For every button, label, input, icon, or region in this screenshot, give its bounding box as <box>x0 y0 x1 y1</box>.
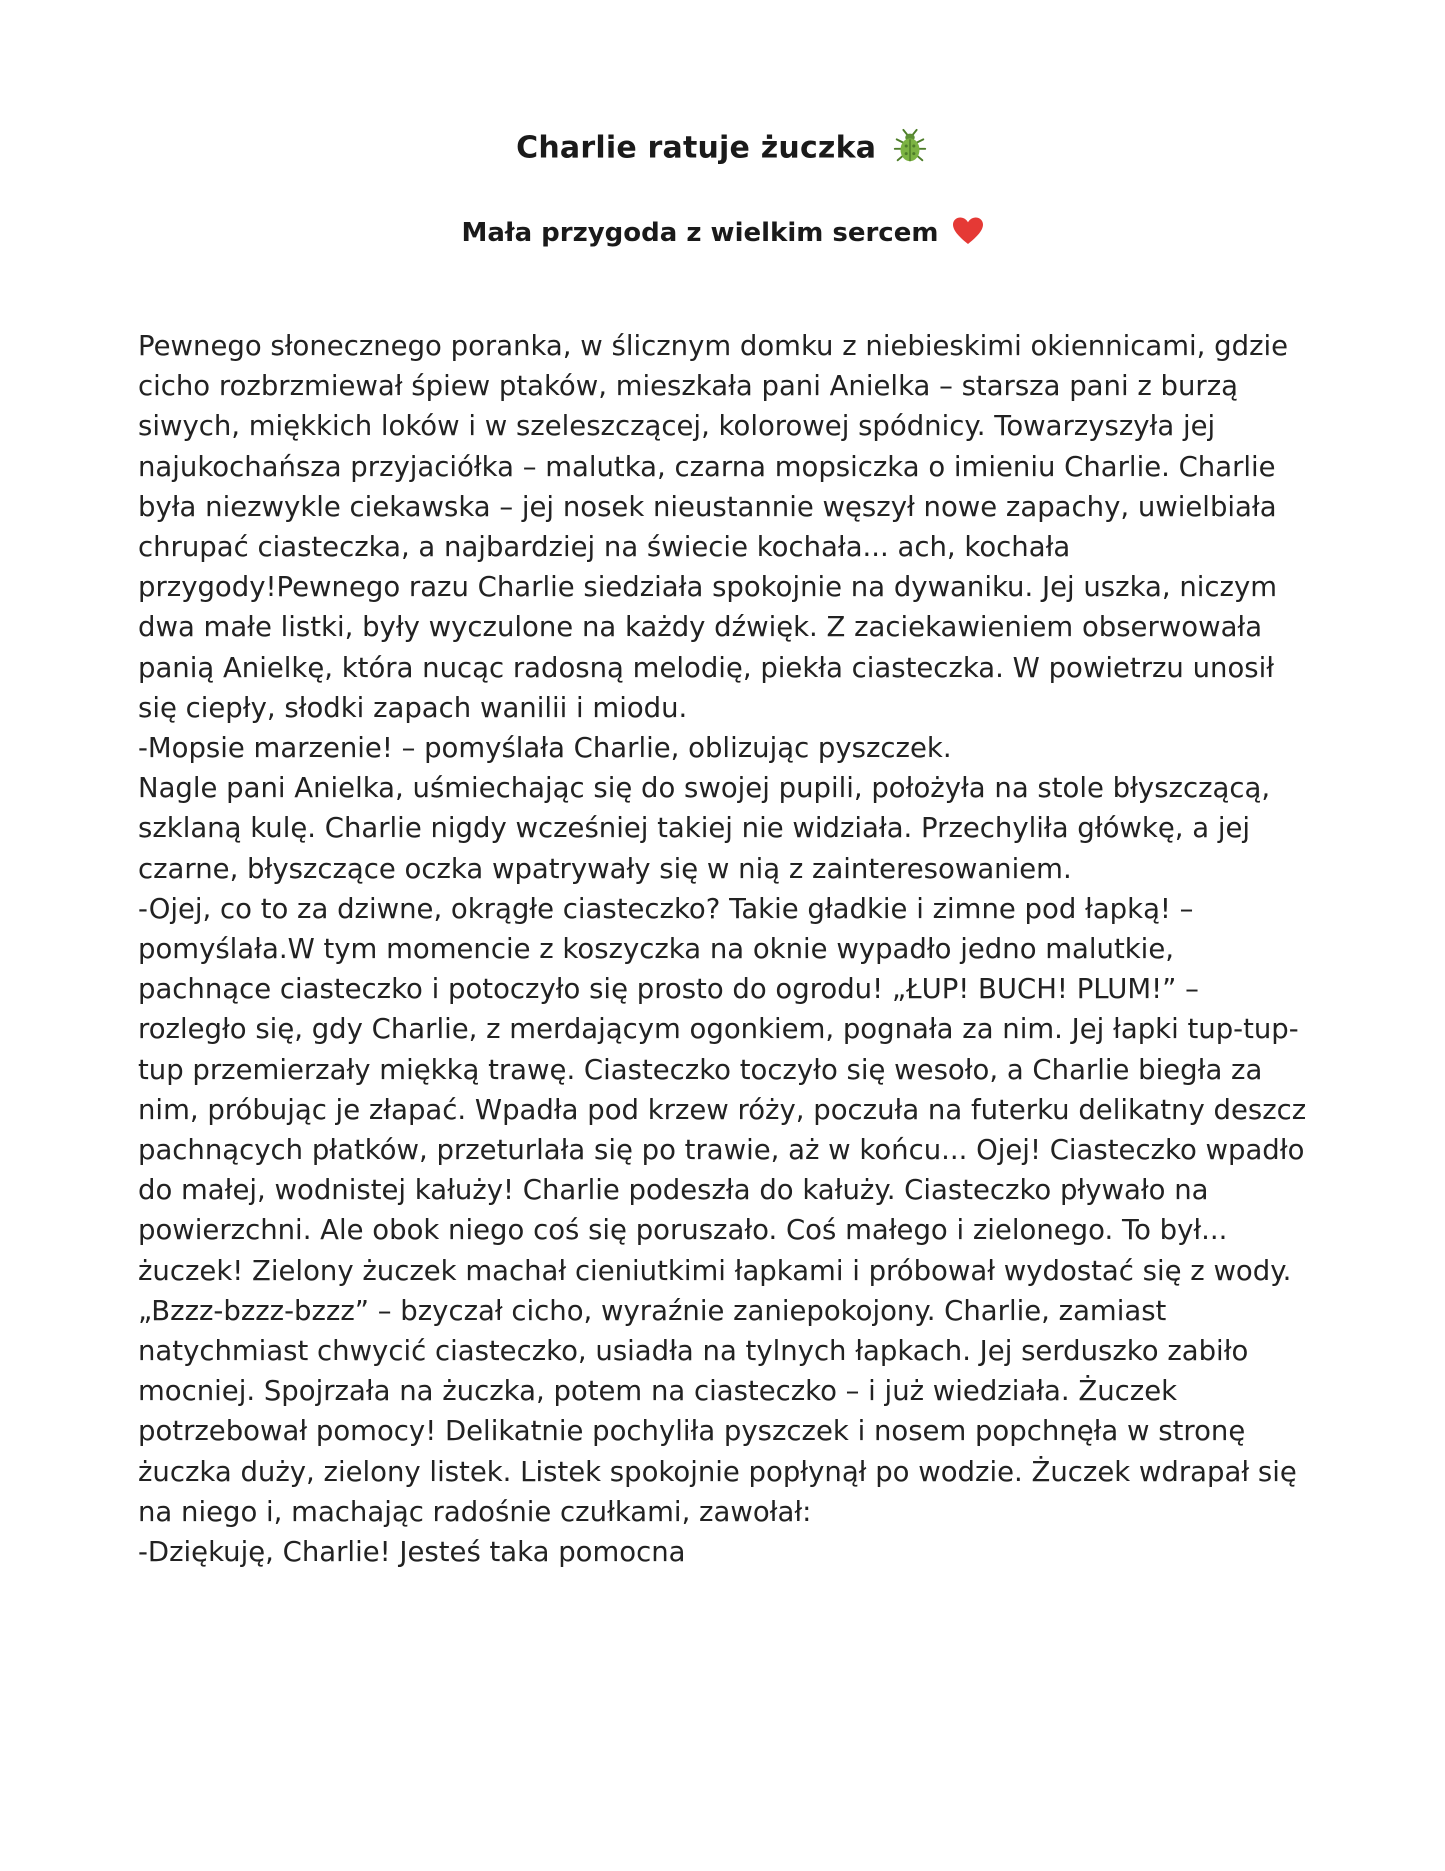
story-line: do małej, wodnistej kałuży! Charlie podeszła do kałuży. Ciasteczko pływało na <box>138 1174 1209 1207</box>
story-line: Nagle pani Anielka, uśmiechając się do swojej pupili, położyła na stole błyszczącą, <box>138 772 1271 805</box>
story-line: żuczka duży, zielony listek. Listek spokojnie popłynął po wodzie. Żuczek wdrapał się <box>138 1455 1297 1488</box>
story-line: pomyślała.W tym momencie z koszyczka na oknie wypadło jedno malutkie, <box>138 933 1174 966</box>
story-title: Charlie ratuje żuczka <box>516 130 877 166</box>
heart-icon <box>952 216 984 246</box>
story-line: czarne, błyszczące oczka wpatrywały się w nią z zainteresowaniem. <box>138 852 1072 885</box>
story-line: się ciepły, słodki zapach wanilii i miodu. <box>138 691 688 724</box>
story-line: natychmiast chwycić ciasteczko, usiadła na tylnych łapkach. Jej serduszko zabiło <box>138 1335 1249 1368</box>
story-line: potrzebował pomocy! Delikatnie pochyliła pyszczek i nosem popchnęła w stronę <box>138 1415 1246 1448</box>
story-line: -Ojej, co to za dziwne, okrągłe ciasteczko? Takie gładkie i zimne pod łapką! – <box>138 892 1194 925</box>
story-line: tup przemierzały miękką trawę. Ciasteczko toczyło się wesoło, a Charlie biegła za <box>138 1053 1263 1086</box>
story-line: rozległo się, gdy Charlie, z merdającym ogonkiem, pognała za nim. Jej łapki tup-tup- <box>138 1013 1299 1046</box>
story-body <box>138 326 1318 1572</box>
story-line: chrupać ciasteczka, a najbardziej na świecie kochała... ach, kochała <box>138 531 1071 564</box>
story-line: powierzchni. Ale obok niego coś się poruszało. Coś małego i zielonego. To był... <box>138 1214 1228 1247</box>
story-line: -Mopsie marzenie! – pomyślała Charlie, oblizując pyszczek. <box>138 732 952 765</box>
story-line: żuczek! Zielony żuczek machał cieniutkimi łapkami i próbował wydostać się z wody. <box>138 1254 1292 1287</box>
story-line: Pewnego słonecznego poranka, w ślicznym domku z niebieskimi okiennicami, gdzie <box>138 330 1289 362</box>
story-line: panią Anielkę, która nucąc radosną melodię, piekła ciasteczka. W powietrzu unosił <box>138 651 1275 684</box>
story-line: cicho rozbrzmiewał śpiew ptaków, mieszkała pani Anielka – starsza pani z burzą <box>138 370 1238 403</box>
story-line: mocniej. Spojrzała na żuczka, potem na ciasteczko – i już wiedziała. Żuczek <box>138 1375 1178 1408</box>
story-line: szklaną kulę. Charlie nigdy wcześniej takiej nie widziała. Przechyliła główkę, a jej <box>138 812 1251 845</box>
beetle-icon <box>891 127 929 165</box>
story-title-heading <box>0 130 1445 168</box>
story-line: nim, próbując je złapać. Wpadła pod krzew róży, poczuła na futerku delikatny deszcz <box>138 1093 1307 1126</box>
story-line: pachnące ciasteczko i potoczyło się prosto do ogrodu! „ŁUP! BUCH! PLUM!” – <box>138 973 1199 1006</box>
story-line: była niezwykle ciekawska – jej nosek nieustannie węszył nowe zapachy, uwielbiała <box>138 490 1277 523</box>
story-subtitle-heading <box>0 218 1445 249</box>
story-line: -Dziękuję, Charlie! Jesteś taka pomocna <box>138 1536 686 1569</box>
story-line: siwych, miękkich loków i w szeleszczącej, kolorowej spódnicy. Towarzyszyła jej <box>138 410 1216 443</box>
story-line: na niego i, machając radośnie czułkami, zawołał: <box>138 1495 812 1528</box>
story-line: najukochańsza przyjaciółka – malutka, czarna mopsiczka o imieniu Charlie. Charlie <box>138 450 1276 483</box>
story-subtitle: Mała przygoda z wielkim sercem <box>461 218 939 248</box>
story-line: dwa małe listki, były wyczulone na każdy dźwięk. Z zaciekawieniem obserwowała <box>138 611 1263 644</box>
story-line: „Bzzz-bzzz-bzzz” – bzyczał cicho, wyraźnie zaniepokojony. Charlie, zamiast <box>138 1294 1167 1327</box>
story-line: przygody!Pewnego razu Charlie siedziała spokojnie na dywaniku. Jej uszka, niczym <box>138 571 1278 604</box>
story-line: pachnących płatków, przeturlała się po trawie, aż w końcu... Ojej! Ciasteczko wpadło <box>138 1134 1305 1167</box>
